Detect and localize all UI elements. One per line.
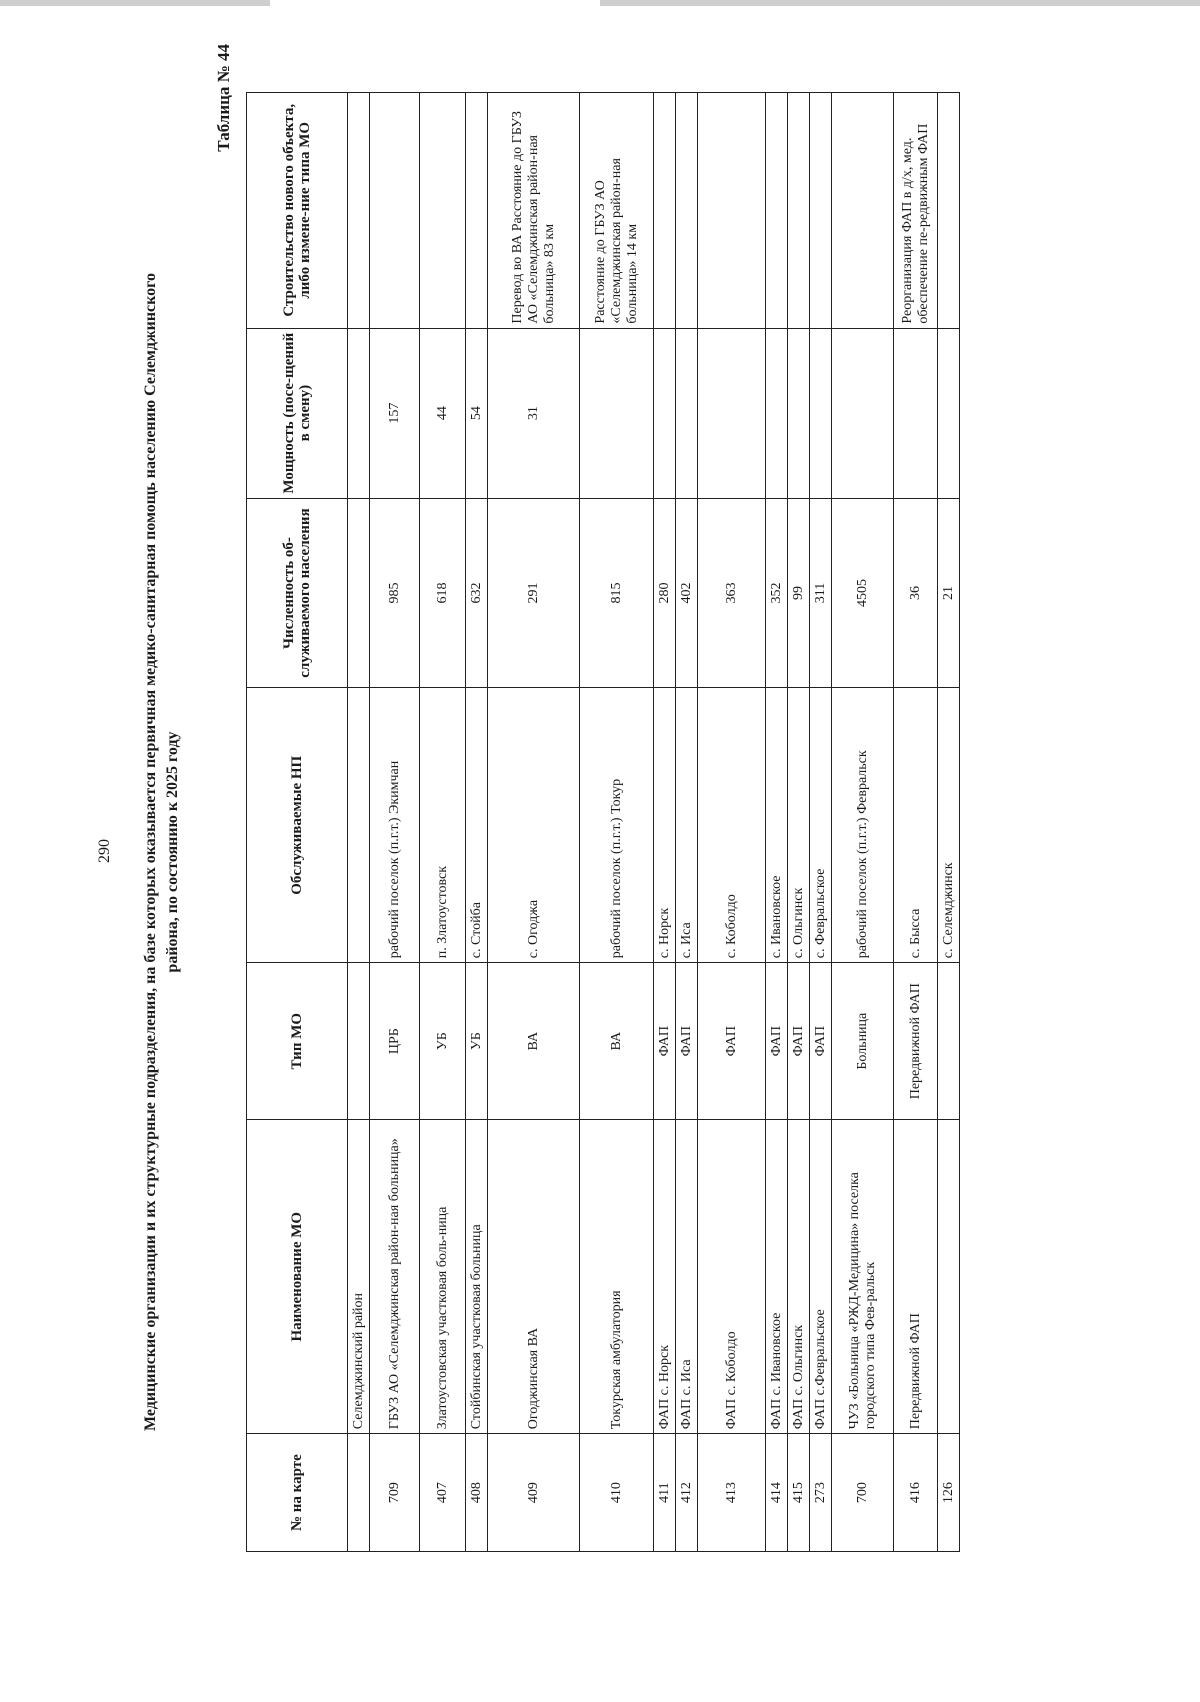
header-construction: Строительство нового объекта, либо измене-ние типа МО — [247, 93, 348, 329]
row-num: 409 — [488, 1434, 580, 1552]
row-capacity — [810, 328, 832, 498]
row-num: 126 — [938, 1434, 960, 1552]
row-num: 410 — [580, 1434, 654, 1552]
header-type: Тип МО — [247, 963, 348, 1120]
row-settlement: п. Златоустовск — [420, 688, 466, 963]
row-name: ФАП с. Коболдо — [698, 1120, 766, 1434]
table-row — [810, 93, 832, 1552]
row-name: ФАП с. Ольгинск — [788, 1120, 810, 1434]
row-note — [698, 93, 766, 329]
row-type: ФАП — [676, 963, 698, 1120]
row-population: 632 — [466, 498, 488, 688]
row-settlement: рабочий поселок (п.г.т.) Февральск — [832, 688, 894, 963]
row-population: 363 — [698, 498, 766, 688]
title-line-1: Медицинские организации и их структурные подразделения, на базе которых оказывается первичная медико-санитарная помощь населению Селемджинского — [142, 272, 159, 1432]
document-title — [140, 252, 184, 1452]
table-header-row — [247, 93, 348, 1552]
row-type: ЦРБ — [370, 963, 420, 1120]
row-capacity — [698, 328, 766, 498]
table-row — [894, 93, 938, 1552]
row-population: 618 — [420, 498, 466, 688]
row-population: 280 — [654, 498, 676, 688]
table-row — [370, 93, 420, 1552]
row-num: 700 — [832, 1434, 894, 1552]
row-type: УБ — [466, 963, 488, 1120]
row-type: ВА — [488, 963, 580, 1120]
row-settlement: с. Ивановское — [766, 688, 788, 963]
row-num: 273 — [810, 1434, 832, 1552]
row-population: 291 — [488, 498, 580, 688]
row-name: Стойбинская участковая больница — [466, 1120, 488, 1434]
row-note: Реорганизация ФАП в д/х, мед. обеспечение пе-редвижным ФАП — [894, 93, 938, 329]
header-name: Наименование МО — [247, 1120, 348, 1434]
row-num: 407 — [420, 1434, 466, 1552]
row-capacity — [894, 328, 938, 498]
row-type: УБ — [420, 963, 466, 1120]
row-capacity: 44 — [420, 328, 466, 498]
row-note — [832, 93, 894, 329]
row-settlement: с. Стойба — [466, 688, 488, 963]
row-population: 815 — [580, 498, 654, 688]
row-capacity — [788, 328, 810, 498]
table-row — [766, 93, 788, 1552]
row-note — [466, 93, 488, 329]
row-note — [420, 93, 466, 329]
row-population: 352 — [766, 498, 788, 688]
table-label: Таблица № 44 — [214, 44, 233, 152]
row-capacity — [676, 328, 698, 498]
row-settlement: с. Коболдо — [698, 688, 766, 963]
row-type: ФАП — [698, 963, 766, 1120]
row-num: 415 — [788, 1434, 810, 1552]
row-type — [938, 963, 960, 1120]
row-settlement: с. Февральское — [810, 688, 832, 963]
row-num: 709 — [370, 1434, 420, 1552]
row-name: Передвижной ФАП — [894, 1120, 938, 1434]
row-type: ФАП — [788, 963, 810, 1120]
table-row — [698, 93, 766, 1552]
row-settlement: с. Норск — [654, 688, 676, 963]
row-num: 414 — [766, 1434, 788, 1552]
row-num: 408 — [466, 1434, 488, 1552]
header-population: Численность об-служиваемого населения — [247, 498, 348, 688]
title-line-2: района, по состоянию к 2025 году — [164, 731, 181, 973]
row-note — [766, 93, 788, 329]
medical-organizations-table — [246, 92, 960, 1552]
row-name: ФАП с.Февральское — [810, 1120, 832, 1434]
district-row — [348, 93, 370, 1552]
row-capacity: 31 — [488, 328, 580, 498]
row-num: 411 — [654, 1434, 676, 1552]
row-name: ФАП с. Норск — [654, 1120, 676, 1434]
table-row — [832, 93, 894, 1552]
row-capacity — [766, 328, 788, 498]
table-row — [788, 93, 810, 1552]
page-number: 290 — [96, 839, 113, 863]
table-row — [488, 93, 580, 1552]
row-note — [676, 93, 698, 329]
row-name — [938, 1120, 960, 1434]
header-capacity: Мощность (посе-щений в смену) — [247, 328, 348, 498]
row-note — [810, 93, 832, 329]
table-row — [938, 93, 960, 1552]
table-row — [420, 93, 466, 1552]
row-num: 413 — [698, 1434, 766, 1552]
row-population: 4505 — [832, 498, 894, 688]
table-row — [580, 93, 654, 1552]
table-row — [676, 93, 698, 1552]
row-name: Огоджинская ВА — [488, 1120, 580, 1434]
row-note — [654, 93, 676, 329]
row-capacity: 157 — [370, 328, 420, 498]
row-capacity — [580, 328, 654, 498]
row-note — [938, 93, 960, 329]
district-name: Селемджинский район — [348, 1120, 370, 1434]
row-settlement: рабочий поселок (п.г.т.) Экимчан — [370, 688, 420, 963]
row-name: ЧУЗ «Больница «РЖД-Медицина» поселка городского типа Фев-ральск — [832, 1120, 894, 1434]
table-row — [466, 93, 488, 1552]
row-type: Больница — [832, 963, 894, 1120]
row-settlement: с. Огоджа — [488, 688, 580, 963]
row-type: Передвижной ФАП — [894, 963, 938, 1120]
row-name: ГБУЗ АО «Селемджинская район-ная больница» — [370, 1120, 420, 1434]
row-note: Расстояние до ГБУЗ АО «Селемджинская район-ная больница» 14 км — [580, 93, 654, 329]
row-num: 416 — [894, 1434, 938, 1552]
row-population: 402 — [676, 498, 698, 688]
row-note — [370, 93, 420, 329]
row-settlement: с. Иса — [676, 688, 698, 963]
table-body — [348, 93, 960, 1552]
row-population: 36 — [894, 498, 938, 688]
row-note: Перевод во ВА Расстояние до ГБУЗ АО «Селемджинская район-ная больница» 83 км — [488, 93, 580, 329]
header-num: № на карте — [247, 1434, 348, 1552]
row-capacity — [654, 328, 676, 498]
row-settlement: с. Бысса — [894, 688, 938, 963]
row-settlement: рабочий поселок (п.г.т.) Токур — [580, 688, 654, 963]
row-population: 21 — [938, 498, 960, 688]
row-capacity — [938, 328, 960, 498]
row-population: 985 — [370, 498, 420, 688]
row-type: ФАП — [766, 963, 788, 1120]
row-name: ФАП с. Ивановское — [766, 1120, 788, 1434]
table-row — [654, 93, 676, 1552]
row-settlement: с. Селемджинск — [938, 688, 960, 963]
row-settlement: с. Ольгинск — [788, 688, 810, 963]
row-population: 311 — [810, 498, 832, 688]
row-type: ФАП — [810, 963, 832, 1120]
row-name: Златоустовская участковая боль-ница — [420, 1120, 466, 1434]
row-capacity: 54 — [466, 328, 488, 498]
row-type: ВА — [580, 963, 654, 1120]
row-name: ФАП с. Иса — [676, 1120, 698, 1434]
header-settlements: Обслуживаемые НП — [247, 688, 348, 963]
row-population: 99 — [788, 498, 810, 688]
row-name: Токурская амбулатория — [580, 1120, 654, 1434]
row-num: 412 — [676, 1434, 698, 1552]
row-type: ФАП — [654, 963, 676, 1120]
row-capacity — [832, 328, 894, 498]
row-note — [788, 93, 810, 329]
